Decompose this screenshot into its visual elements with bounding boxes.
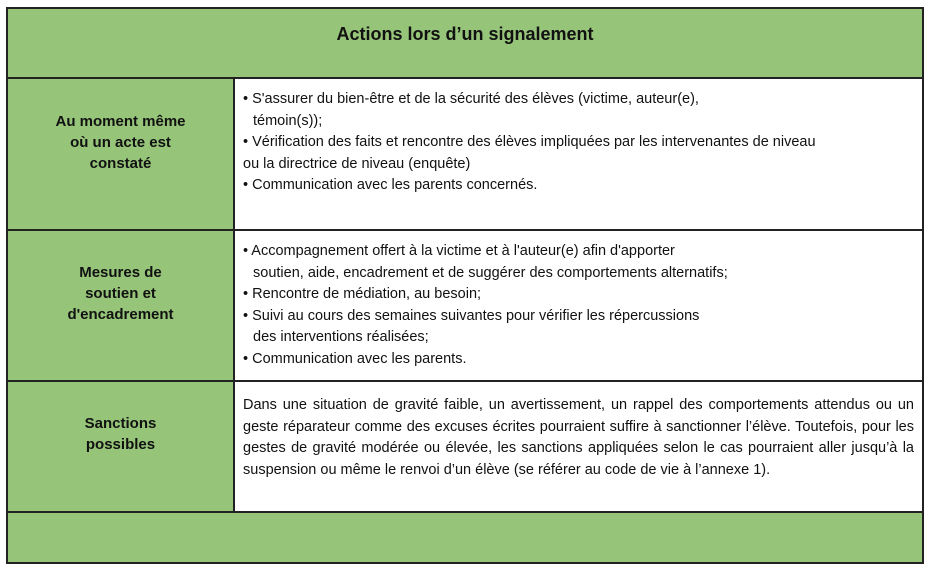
content-line: • S'assurer du bien-être et de la sécurité des élèves (victime, auteur(e), bbox=[243, 91, 699, 107]
table-row bbox=[8, 382, 922, 513]
row-label-mesures bbox=[8, 231, 235, 380]
row-label-line: Au moment même bbox=[55, 113, 186, 130]
row-label-line: Sanctions bbox=[84, 415, 157, 432]
content-line: des interventions réalisées; bbox=[253, 329, 429, 345]
table-title-row bbox=[8, 9, 922, 79]
content-line: soutien, aide, encadrement et de suggérer des comportements alternatifs; bbox=[253, 264, 728, 281]
row-label-line: constaté bbox=[89, 155, 152, 172]
signalement-table bbox=[6, 7, 924, 564]
row-content-moment bbox=[235, 79, 922, 229]
row-label-line: soutien et bbox=[85, 285, 156, 302]
table-row bbox=[8, 79, 922, 231]
content-line: • Communication avec les parents. bbox=[243, 350, 467, 367]
content-line: • Accompagnement offert à la victime et à l'auteur(e) afin d'apporter bbox=[243, 243, 675, 259]
row-content-mesures bbox=[235, 231, 922, 380]
content-line: • Communication avec les parents concernés. bbox=[243, 177, 538, 193]
row-label-sanctions bbox=[8, 382, 235, 511]
content-paragraph: Dans une situation de gravité faible, un avertissement, un rappel des comportements attendus ou un geste réparateur comme des excuses écrites pourraient suffire à sanctionner l’élève. Toutefois, pour les gestes de gravité modérée ou élevée, les sanctions appliquées selon le cas pourraient aller jusqu’à la suspension ou même le renvoi d’un élève (se référer au code de vie à l’annexe 1). bbox=[243, 397, 914, 478]
content-line: • Vérification des faits et rencontre des élèves impliquées par les intervenantes de niveau bbox=[243, 134, 816, 150]
table-row bbox=[8, 231, 922, 382]
content-line: • Suivi au cours des semaines suivantes pour vérifier les répercussions bbox=[243, 307, 700, 324]
row-label-line: d'encadrement bbox=[67, 306, 174, 323]
table-title: Actions lors d’un signalement bbox=[336, 23, 594, 44]
content-line: • Rencontre de médiation, au besoin; bbox=[243, 286, 482, 302]
row-label-moment bbox=[8, 79, 235, 229]
table-footer-band bbox=[8, 513, 922, 564]
row-label-line: Mesures de bbox=[79, 264, 162, 281]
content-line: témoin(s)); bbox=[253, 112, 323, 129]
row-label-line: où un acte est bbox=[70, 134, 171, 151]
row-content-sanctions bbox=[235, 382, 922, 511]
row-label-line: possibles bbox=[85, 436, 156, 453]
content-line: ou la directrice de niveau (enquête) bbox=[243, 155, 471, 172]
